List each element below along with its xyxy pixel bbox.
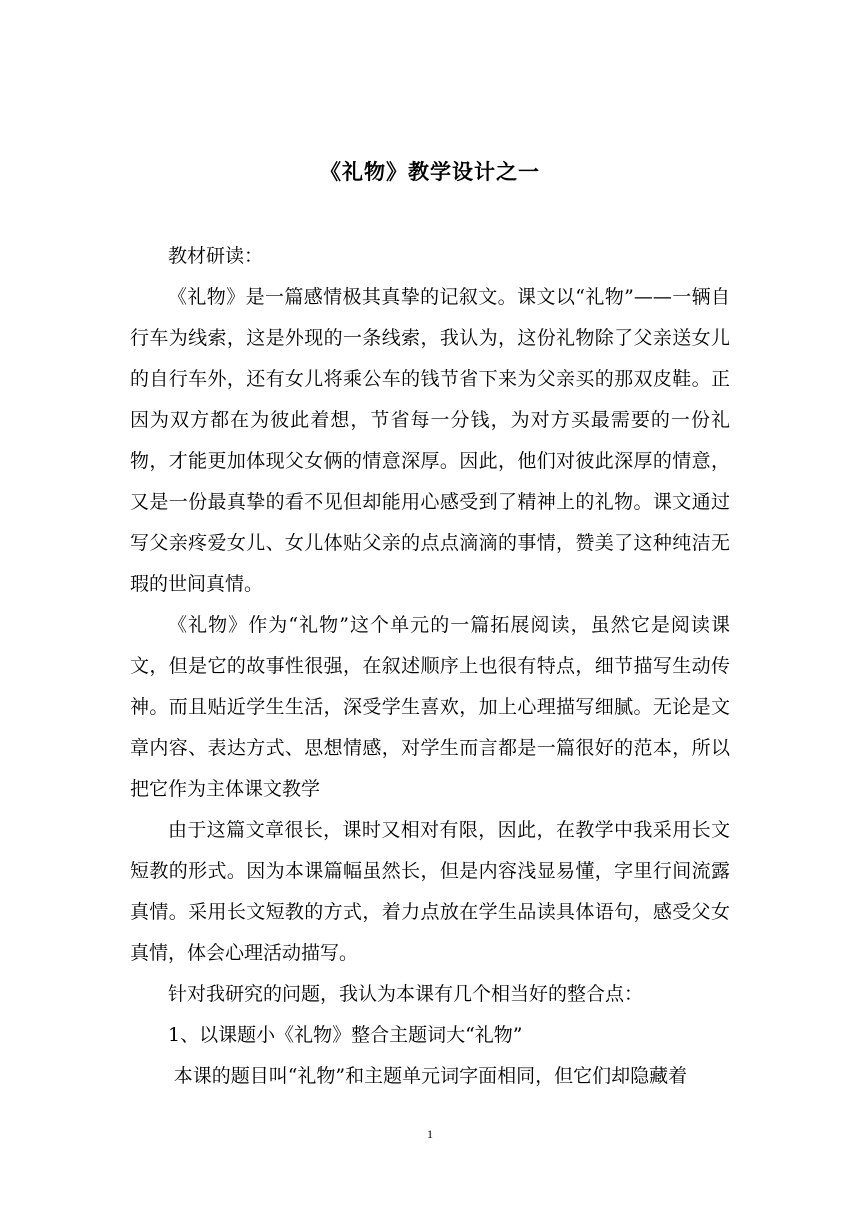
paragraph: 《礼物》是一篇感情极其真挚的记叙文。课文以“礼物”——一辆自行车为线索，这是外现的一条线索，我认为，这份礼物除了父亲送女儿的自行车外，还有女儿将乘公车的钱节省下来为父亲买的那双皮鞋。正因为双方都在为彼此着想，节省每一分钱，为对方买最需要的一份礼物，才能更加体现父女俩的情意深厚。因此，他们对彼此深厚的情意，又是一份最真挚的看不见但却能用心感受到了精神上的礼物。课文通过写父亲疼爱女儿、女儿体贴父亲的点点滴滴的事情，赞美了这种纯洁无瑕的世间真情。	[130, 286, 730, 595]
paragraph-section-heading: 教材研读：	[168, 245, 264, 267]
page-number: 1	[427, 1127, 433, 1141]
paragraph: 《礼物》作为“礼物”这个单元的一篇拓展阅读，虽然它是阅读课文，但是它的故事性很强，在叙述顺序上也很有特点，细节描写生动传神。而且贴近学生生活，深受学生喜欢，加上心理描写细腻。无论是文章内容、表达方式、思想情感，对学生而言都是一篇很好的范本，所以把它作为主体课文教学	[130, 614, 730, 800]
paragraph: 由于这篇文章很长，课时又相对有限，因此，在教学中我采用长文短教的形式。因为本课篇幅虽然长，但是内容浅显易懂，字里行间流露真情。采用长文短教的方式，着力点放在学生品读具体语句，感受父女真情，体会心理活动描写。	[130, 819, 730, 964]
paragraph-list-item: 1、以课题小《礼物》整合主题词大“礼物”	[168, 1024, 523, 1046]
document-body	[130, 236, 730, 1097]
paragraph: 针对我研究的问题，我认为本课有几个相当好的整合点：	[168, 983, 644, 1005]
document-title: 《礼物》教学设计之一	[320, 160, 540, 184]
paragraph: 本课的题目叫“礼物”和主题单元词字面相同，但它们却隐藏着	[173, 1065, 688, 1087]
